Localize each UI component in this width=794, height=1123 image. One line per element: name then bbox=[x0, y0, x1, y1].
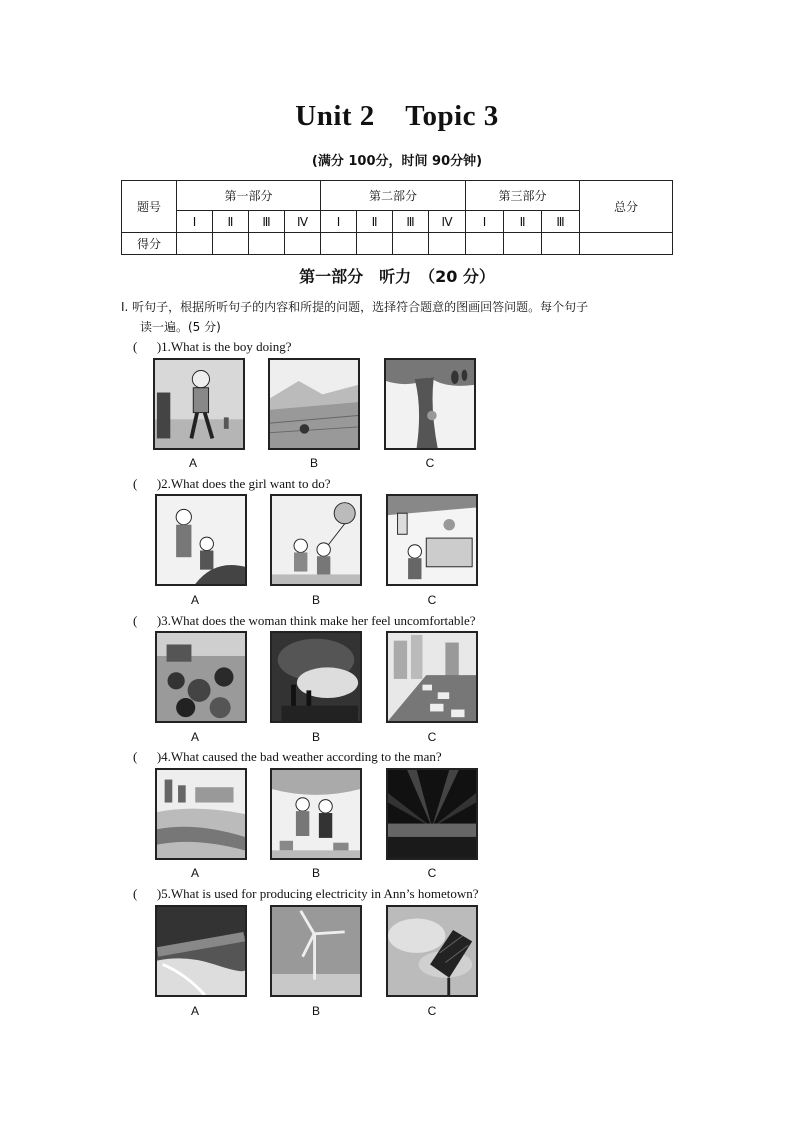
section-cell: Ⅲ bbox=[249, 211, 285, 233]
score-cell bbox=[393, 233, 429, 255]
score-cell bbox=[285, 233, 321, 255]
question-1: ( )1.What is the boy doing? bbox=[133, 339, 292, 354]
traffic-jam-picture[interactable] bbox=[386, 631, 478, 723]
score-cell bbox=[542, 233, 580, 255]
section-cell: Ⅱ bbox=[213, 211, 249, 233]
instruction-line: Ⅰ. 听句子，根据所听句子的内容和所提的问题，选择符合题意的图画回答问题。每个句子 bbox=[121, 300, 589, 314]
section-cell: Ⅲ bbox=[393, 211, 429, 233]
section-cell: Ⅱ bbox=[504, 211, 542, 233]
part1-header: 第一部分 bbox=[177, 181, 321, 211]
part2-header: 第二部分 bbox=[321, 181, 466, 211]
option-label: A bbox=[190, 1004, 199, 1018]
option-label: C bbox=[427, 593, 437, 607]
option-label: B bbox=[311, 593, 320, 607]
score-cell bbox=[504, 233, 542, 255]
option-label: C bbox=[427, 1004, 437, 1018]
garbage-dump-picture[interactable] bbox=[155, 631, 247, 723]
score-cell bbox=[429, 233, 466, 255]
score-cell bbox=[321, 233, 357, 255]
instructions bbox=[121, 297, 681, 337]
section-cell: Ⅰ bbox=[321, 211, 357, 233]
city-lights-picture[interactable] bbox=[386, 768, 478, 860]
option-label: C bbox=[425, 456, 435, 470]
section-cell: Ⅳ bbox=[285, 211, 321, 233]
section-cell: Ⅱ bbox=[357, 211, 393, 233]
hydro-dam-picture[interactable] bbox=[155, 905, 247, 997]
score-table bbox=[121, 180, 673, 255]
part3-header: 第三部分 bbox=[466, 181, 580, 211]
option-label: C bbox=[427, 866, 437, 880]
question-2: ( )2.What does the girl want to do? bbox=[133, 476, 331, 491]
section-cell: Ⅰ bbox=[466, 211, 504, 233]
section-cell: Ⅰ bbox=[177, 211, 213, 233]
exam-info: (满分 100分，时间 90分钟) bbox=[311, 154, 483, 169]
boy-walking-picture[interactable] bbox=[153, 358, 245, 450]
option-label: A bbox=[190, 866, 199, 880]
option-label: B bbox=[311, 866, 320, 880]
option-label: B bbox=[311, 1004, 320, 1018]
section-cell: Ⅳ bbox=[429, 211, 466, 233]
score-cell bbox=[177, 233, 213, 255]
score-cell bbox=[213, 233, 249, 255]
wind-turbine-picture[interactable] bbox=[270, 905, 362, 997]
section-heading: 第一部分 听力 （20 分） bbox=[299, 267, 495, 286]
tree-cutting-picture[interactable] bbox=[270, 768, 362, 860]
factory-smoke-picture[interactable] bbox=[270, 631, 362, 723]
option-label: B bbox=[309, 456, 318, 470]
option-label: A bbox=[190, 593, 199, 607]
row-label-score: 得分 bbox=[122, 233, 177, 255]
question-3: ( )3.What does the woman think make her feel uncomfortable? bbox=[133, 613, 476, 628]
flower-shop-picture[interactable] bbox=[386, 494, 478, 586]
total-header: 总分 bbox=[580, 181, 673, 233]
tree-picture[interactable] bbox=[384, 358, 476, 450]
score-cell bbox=[466, 233, 504, 255]
score-cell bbox=[357, 233, 393, 255]
option-label: C bbox=[427, 730, 437, 744]
instruction-line: 读一遍。(5 分) bbox=[140, 320, 221, 334]
question-4: ( )4.What caused the bad weather according to the man? bbox=[133, 749, 442, 764]
farmland-picture[interactable] bbox=[268, 358, 360, 450]
polluted-river-picture[interactable] bbox=[155, 768, 247, 860]
option-label: B bbox=[311, 730, 320, 744]
row-label-number: 题号 bbox=[122, 181, 177, 233]
question-5: ( )5.What is used for producing electricity in Ann’s hometown? bbox=[133, 886, 479, 901]
kite-flying-picture[interactable] bbox=[270, 494, 362, 586]
option-label: A bbox=[190, 730, 199, 744]
planting-picture[interactable] bbox=[155, 494, 247, 586]
option-label: A bbox=[188, 456, 197, 470]
page-title: Unit 2 Topic 3 bbox=[295, 100, 499, 132]
section-cell: Ⅲ bbox=[542, 211, 580, 233]
solar-panel-picture[interactable] bbox=[386, 905, 478, 997]
score-cell bbox=[249, 233, 285, 255]
total-score-cell bbox=[580, 233, 673, 255]
